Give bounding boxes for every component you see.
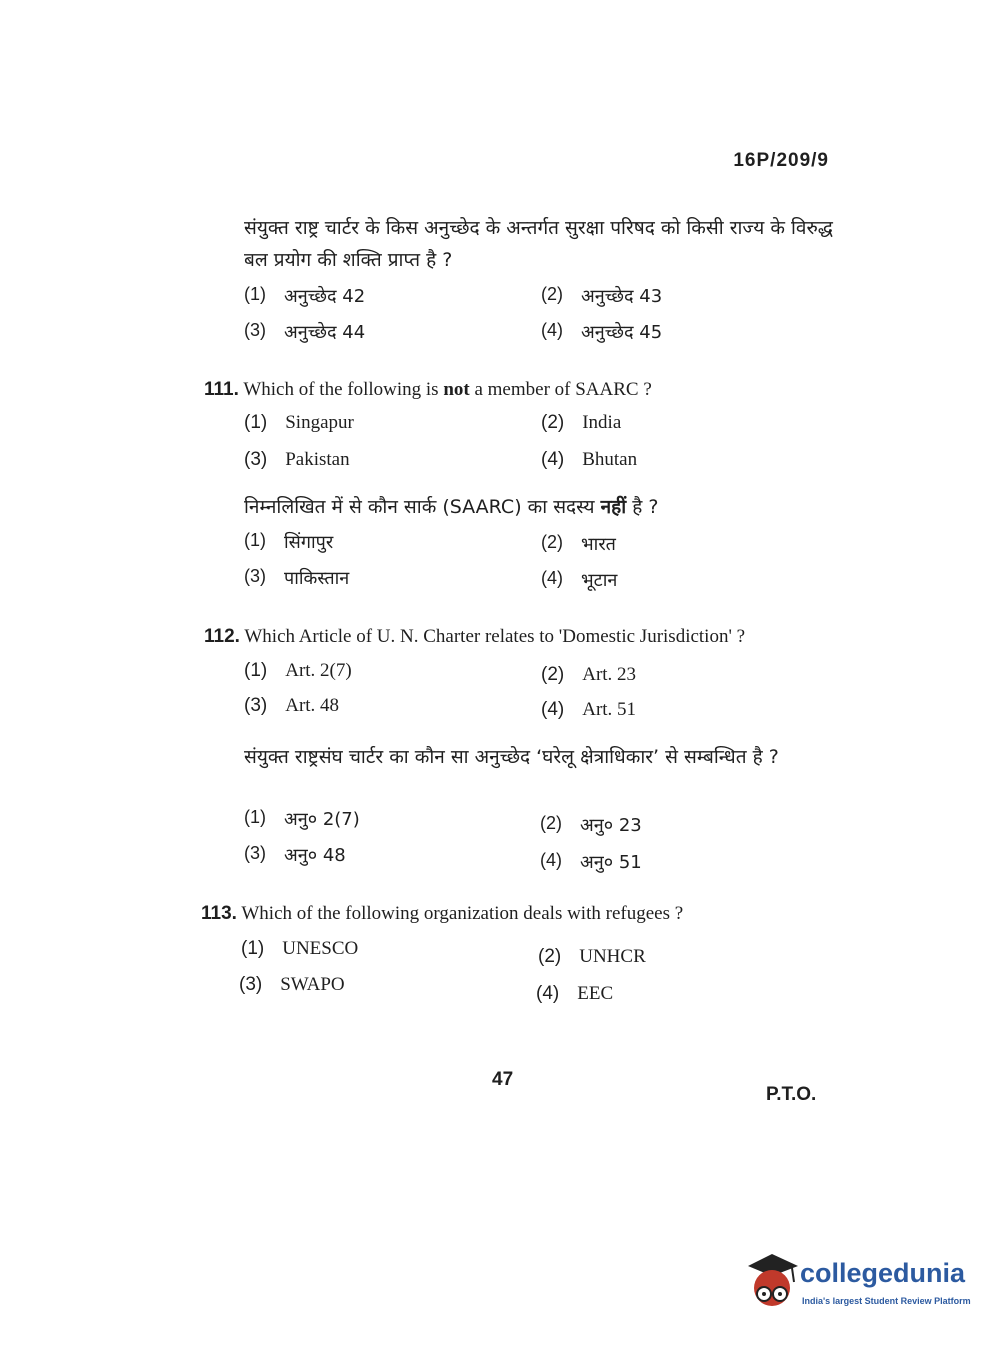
option-text: Art. 23 bbox=[582, 664, 637, 685]
page-number: 47 bbox=[492, 1069, 514, 1090]
q113-option-3[interactable] bbox=[239, 974, 345, 996]
option-number: (2) bbox=[541, 532, 563, 552]
q112-hindi-option-1[interactable] bbox=[244, 807, 360, 831]
logo-name: collegedunia bbox=[800, 1258, 966, 1288]
q111-hindi-option-4[interactable] bbox=[541, 568, 617, 592]
option-text: पाकिस्तान bbox=[284, 568, 350, 589]
option-text: UNHCR bbox=[579, 946, 646, 967]
option-text: Art. 48 bbox=[285, 695, 340, 716]
q111-hindi-option-2[interactable] bbox=[541, 532, 616, 556]
q111-hindi-option-1[interactable] bbox=[244, 530, 333, 554]
option-text: अनुच्छेद 42 bbox=[284, 286, 366, 307]
option-text: अनु० 2(7) bbox=[284, 809, 360, 830]
option-text: Pakistan bbox=[285, 449, 350, 470]
q111-text-after: a member of SAARC ? bbox=[469, 379, 652, 400]
logo-tagline: India's largest Student Review Platform bbox=[802, 1296, 971, 1306]
option-number: (4) bbox=[536, 983, 560, 1004]
q111-text-bold: not bbox=[443, 379, 470, 400]
option-text: India bbox=[582, 412, 622, 433]
option-text: अनु० 48 bbox=[284, 845, 346, 866]
option-text: Art. 2(7) bbox=[285, 660, 352, 681]
q113-text bbox=[201, 899, 841, 929]
q110-option-2[interactable] bbox=[541, 284, 662, 308]
option-number: (4) bbox=[541, 320, 563, 340]
option-number: (4) bbox=[541, 568, 563, 588]
option-number: (2) bbox=[541, 412, 565, 433]
option-number: (4) bbox=[541, 449, 565, 470]
option-number: (1) bbox=[244, 284, 266, 304]
option-number: (4) bbox=[541, 699, 565, 720]
q112-hindi-option-3[interactable] bbox=[244, 843, 346, 867]
option-text: अनुच्छेद 43 bbox=[581, 286, 663, 307]
option-text: अनुच्छेद 45 bbox=[581, 322, 663, 343]
option-number: (1) bbox=[241, 938, 265, 959]
q112-hindi-option-2[interactable] bbox=[540, 813, 642, 837]
option-text: अनु० 23 bbox=[580, 815, 642, 836]
option-number: (3) bbox=[239, 974, 263, 995]
option-number: (3) bbox=[244, 449, 268, 470]
option-number: (3) bbox=[244, 843, 266, 863]
option-text: SWAPO bbox=[280, 974, 345, 995]
option-number: (1) bbox=[244, 530, 266, 550]
option-number: (3) bbox=[244, 566, 266, 586]
q111-hindi-option-3[interactable] bbox=[244, 566, 349, 590]
q110-option-4[interactable] bbox=[541, 320, 662, 344]
q113-question: Which of the following organization deals with refugees ? bbox=[241, 903, 684, 924]
option-number: (2) bbox=[538, 946, 562, 967]
q112-option-2[interactable] bbox=[541, 664, 636, 686]
q112-option-3[interactable] bbox=[244, 695, 339, 717]
q112-option-4[interactable] bbox=[541, 699, 636, 721]
q111-text-before: Which of the following is bbox=[243, 379, 444, 400]
q110-hindi-text: संयुक्त राष्ट्र चार्टर के किस अनुच्छेद के अन्तर्गत सुरक्षा परिषद को किसी राज्य के विरुद्ध बल प्रयोग की शक्ति प्राप्त है ? bbox=[244, 217, 833, 271]
q111-option-3[interactable] bbox=[244, 449, 350, 471]
option-number: (2) bbox=[540, 813, 562, 833]
option-text: सिंगापुर bbox=[284, 532, 334, 553]
option-text: Singapur bbox=[285, 412, 354, 433]
option-number: (3) bbox=[244, 695, 268, 716]
q112-hindi-option-4[interactable] bbox=[540, 850, 642, 874]
option-number: (4) bbox=[540, 850, 562, 870]
q111-hindi-bold: नहीं bbox=[600, 496, 627, 518]
option-text: EEC bbox=[577, 983, 614, 1004]
option-number: (1) bbox=[244, 660, 268, 681]
question-number: 111. bbox=[204, 379, 239, 400]
option-text: अनु० 51 bbox=[580, 852, 642, 873]
option-text: भारत bbox=[581, 534, 616, 555]
pto-label: P.T.O. bbox=[766, 1084, 817, 1105]
collegedunia-watermark[interactable] bbox=[742, 1248, 972, 1318]
q113-option-4[interactable] bbox=[536, 983, 613, 1005]
mascot-icon bbox=[742, 1248, 800, 1318]
q111-hindi-text bbox=[244, 491, 844, 523]
option-number: (1) bbox=[244, 807, 266, 827]
option-number: (2) bbox=[541, 664, 565, 685]
q113-option-2[interactable] bbox=[538, 946, 646, 968]
option-number: (1) bbox=[244, 412, 268, 433]
option-text: UNESCO bbox=[282, 938, 359, 959]
q111-option-2[interactable] bbox=[541, 412, 621, 434]
q113-option-1[interactable] bbox=[241, 938, 358, 960]
q112-text bbox=[204, 622, 844, 652]
question-number: 112. bbox=[204, 626, 240, 647]
paper-code: 16P/209/9 bbox=[733, 150, 829, 171]
q111-text bbox=[204, 375, 844, 405]
option-text: भूटान bbox=[581, 570, 618, 591]
option-text: Art. 51 bbox=[582, 699, 637, 720]
question-number: 113. bbox=[201, 903, 237, 924]
q110-option-3[interactable] bbox=[244, 320, 365, 344]
option-number: (3) bbox=[244, 320, 266, 340]
q112-question: Which Article of U. N. Charter relates to 'Domestic Jurisdiction' ? bbox=[244, 626, 746, 647]
option-text: Bhutan bbox=[582, 449, 638, 470]
q110-option-1[interactable] bbox=[244, 284, 365, 308]
option-text: अनुच्छेद 44 bbox=[284, 322, 366, 343]
q112-hindi-text: संयुक्त राष्ट्रसंघ चार्टर का कौन सा अनुच्छेद ‘घरेलू क्षेत्राधिकार’ से सम्बन्धित है ? bbox=[244, 746, 779, 768]
q111-option-1[interactable] bbox=[244, 412, 354, 434]
q112-option-1[interactable] bbox=[244, 660, 352, 682]
q111-hindi-before: निम्नलिखित में से कौन सार्क (SAARC) का सदस्य bbox=[244, 496, 601, 518]
q111-option-4[interactable] bbox=[541, 449, 637, 471]
option-number: (2) bbox=[541, 284, 563, 304]
q111-hindi-after: है ? bbox=[626, 496, 659, 518]
